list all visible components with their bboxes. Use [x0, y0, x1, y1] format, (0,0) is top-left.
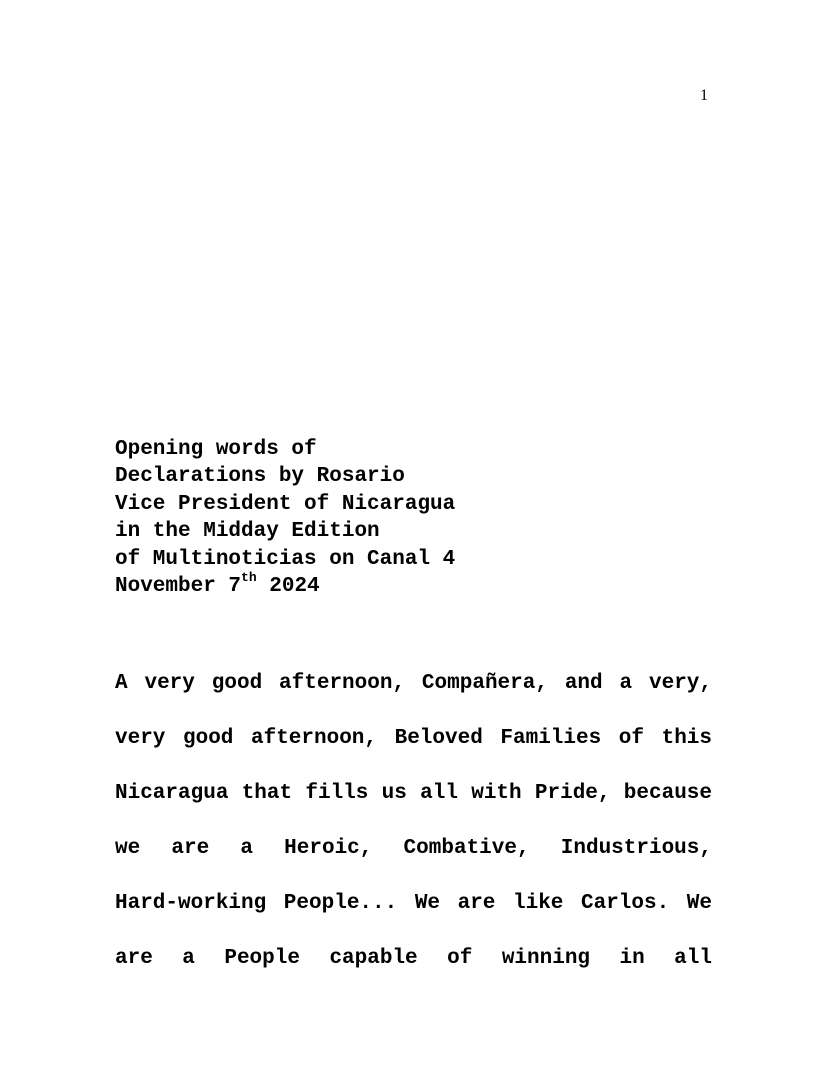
- body-line-2: very good afternoon, Beloved Families of this: [115, 727, 712, 750]
- body-line-4: we are a Heroic, Combative, Industrious,: [115, 837, 712, 860]
- heading-date: [115, 570, 715, 600]
- heading-line-1: Opening words of: [115, 438, 317, 461]
- date-year: 2024: [256, 575, 320, 599]
- heading-line-4: in the Midday Edition: [115, 520, 380, 544]
- body-line-6: are a People capable of winning in all: [115, 947, 712, 970]
- date-month-day: November 7: [115, 575, 242, 599]
- declaration-heading: [115, 436, 715, 600]
- heading-line-2: Declarations by Rosario: [115, 465, 405, 489]
- body-line-3: Nicaragua that fills us all with Pride, because: [115, 782, 712, 805]
- body-paragraph: [115, 656, 712, 986]
- date-ordinal-suffix: th: [241, 570, 257, 586]
- body-line-5: Hard-working People... We are like Carlos. We: [115, 892, 712, 915]
- body-line-1: A very good afternoon, Compañera, and a very,: [115, 672, 712, 695]
- page-number: 1: [700, 87, 708, 104]
- heading-line-5: of Multinoticias on Canal 4: [115, 547, 456, 571]
- heading-line-3: Vice President of Nicaragua: [115, 492, 456, 516]
